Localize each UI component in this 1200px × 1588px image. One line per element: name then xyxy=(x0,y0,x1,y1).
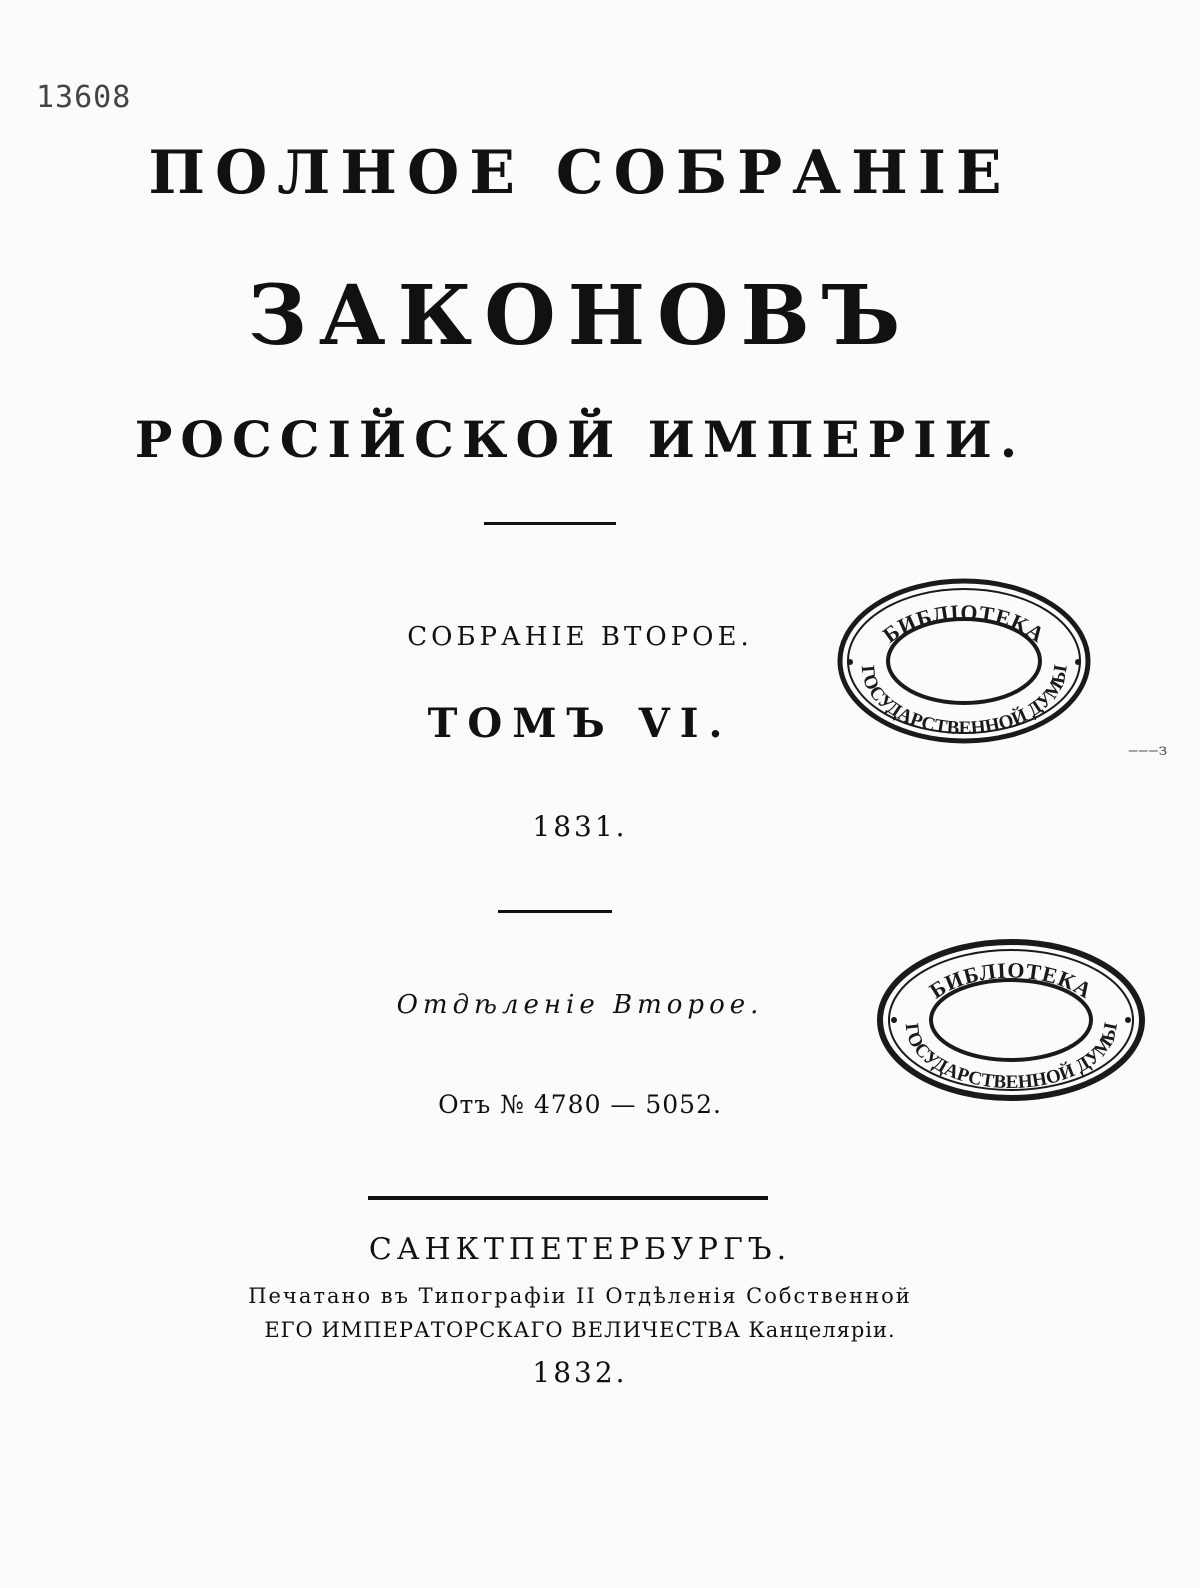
division-label: Отдѣленіе Второе. xyxy=(396,990,764,1020)
stamp-bottom-text: ГОСУДАРСТВЕННОЙ ДУМЫ xyxy=(856,663,1072,740)
imprint-printer-line-1: Печатано въ Типографіи II Отдѣленія Собственной xyxy=(248,1284,912,1308)
library-stamp xyxy=(836,576,1092,746)
title-line-1: ПОЛНОЕ СОБРАНІЕ xyxy=(148,138,1012,208)
divider-rule xyxy=(498,910,612,913)
imprint-printer-line-2: ЕГО ИМПЕРАТОРСКАГО ВЕЛИЧЕСТВА Канцеляріи. xyxy=(264,1318,896,1342)
volume-year: 1831. xyxy=(532,810,628,843)
number-range: Отъ № 4780 — 5052. xyxy=(438,1090,722,1119)
imprint-year: 1832. xyxy=(532,1356,628,1389)
library-stamp xyxy=(876,938,1146,1102)
stamp-bottom-text: ГОСУДАРСТВЕННОЙ ДУМЫ xyxy=(900,1020,1123,1094)
title-line-3: РОССІЙСКОЙ ИМПЕРІИ. xyxy=(134,410,1026,469)
collection-label: СОБРАНІЕ ВТОРОЕ. xyxy=(407,622,753,652)
stamp-top-text: БИБЛІОТЕКА xyxy=(878,599,1050,648)
stamp-top-text: БИБЛІОТЕКА xyxy=(924,957,1098,1004)
margin-mark: ‒‒‒з xyxy=(1128,740,1168,759)
shelfmark-number: 13608 xyxy=(36,80,132,115)
divider-rule xyxy=(368,1196,768,1200)
volume-label: ТОМЪ VI. xyxy=(427,700,733,747)
imprint-city: САНКТПЕТЕРБУРГЪ. xyxy=(368,1232,792,1267)
divider-rule xyxy=(484,522,616,525)
title-line-2: ЗАКОНОВЪ xyxy=(247,268,913,364)
